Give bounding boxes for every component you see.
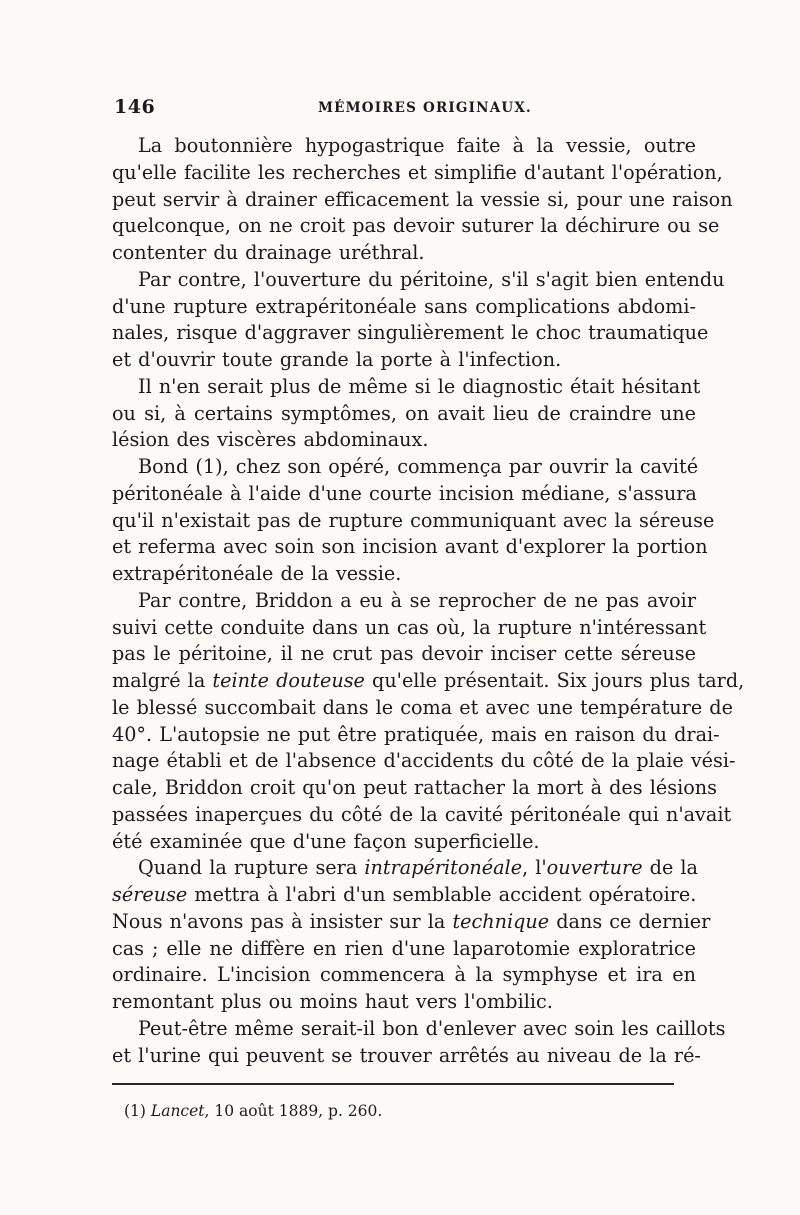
- text-line: cale, Briddon croit qu'on peut rattacher la mort à des lésions: [112, 776, 717, 799]
- text-line: nales, risque d'aggraver singulièrement le choc traumatique: [112, 321, 709, 345]
- text-line: Par contre, l'ouverture du péritoine, s'il s'agit bien entendu: [138, 267, 725, 291]
- footnote: [124, 1101, 382, 1121]
- text-run: de la: [649, 856, 698, 880]
- text-line: quelconque, on ne croit pas devoir suturer la déchirure ou se: [112, 214, 720, 238]
- text-line: et l'urine qui peuvent se trouver arrêtés au niveau de la ré-: [112, 1043, 701, 1067]
- text-line: 40°. L'autopsie ne put être pratiquée, mais en raison du drai-: [112, 722, 720, 746]
- text-line: et d'ouvrir toute grande la porte à l'infection.: [112, 348, 562, 371]
- text-line: peut servir à drainer efficacement la vessie si, pour une raison: [112, 187, 733, 211]
- text-line: contenter du drainage uréthral.: [112, 241, 425, 264]
- text-line: cas ; elle ne diffère en rien d'une laparotomie exploratrice: [112, 936, 696, 960]
- text-line: [112, 855, 696, 882]
- footnote-source: Lancet: [150, 1102, 205, 1120]
- text-line: ou si, à certains symptômes, on avait lieu de craindre une: [112, 401, 696, 425]
- text-line: Peut-être même serait-il bon d'enlever avec soin les caillots: [138, 1016, 726, 1040]
- text-line: Il n'en serait plus de même si le diagnostic était hésitant: [138, 374, 701, 398]
- text-run: , l': [522, 856, 547, 880]
- text-line: [112, 668, 745, 695]
- text-run: qu'elle présentait. Six jours plus tard,: [372, 669, 745, 692]
- text-line: [112, 882, 696, 909]
- italic-phrase: ouverture: [546, 856, 643, 880]
- footnote-marker: (1): [124, 1102, 146, 1120]
- italic-phrase: séreuse: [112, 883, 188, 906]
- text-line: péritonéale à l'aide d'une courte incision médiane, s'assura: [112, 481, 697, 505]
- italic-phrase: technique: [452, 909, 550, 933]
- text-line: La boutonnière hypogastrique faite à la vessie, outre: [138, 134, 696, 157]
- text-run: malgré la: [112, 669, 206, 692]
- text-line: pas le péritoine, il ne crut pas devoir inciser cette séreuse: [112, 642, 696, 666]
- text-run: Nous n'avons pas à insister sur la: [112, 909, 446, 933]
- text-line: d'une rupture extrapéritonéale sans complications abdomi-: [112, 294, 696, 318]
- text-line: et referma avec soin son incision avant d'explorer la portion: [112, 535, 708, 559]
- footnote-rule: [112, 1083, 674, 1085]
- text-line: été examinée que d'une façon superficielle.: [112, 829, 540, 853]
- text-line: le blessé succombait dans le coma et avec une température de: [112, 695, 733, 719]
- text-line: extrapéritonéale de la vessie.: [112, 562, 402, 585]
- text-line: remontant plus ou moins haut vers l'ombilic.: [112, 990, 553, 1013]
- text-line: passées inaperçues du côté de la cavité péritonéale qui n'avait: [112, 802, 732, 826]
- italic-phrase: intrapéritonéale: [364, 856, 523, 880]
- italic-phrase: teinte douteuse: [212, 669, 365, 692]
- text-run: dans ce dernier: [556, 909, 711, 933]
- text-line: qu'elle facilite les recherches et simplifie d'autant l'opération,: [112, 160, 723, 184]
- text-line: ordinaire. L'incision commencera à la symphyse et ira en: [112, 963, 696, 987]
- text-line: [112, 909, 711, 936]
- text-line: Par contre, Briddon a eu à se reprocher de ne pas avoir: [138, 588, 696, 612]
- text-line: suivi cette conduite dans un cas où, la rupture n'intéressant: [112, 615, 707, 639]
- running-head: [114, 96, 694, 120]
- text-run: Quand la rupture sera: [138, 856, 358, 880]
- text-line: lésion des viscères abdominaux.: [112, 428, 429, 452]
- page-number: 146: [114, 96, 156, 118]
- text-line: nage établi et de l'absence d'accidents du côté de la plaie vési-: [112, 749, 736, 773]
- body-text: [112, 133, 745, 1069]
- running-title: MÉMOIRES ORIGINAUX.: [318, 100, 532, 116]
- footnote-details: , 10 août 1889, p. 260.: [204, 1102, 383, 1120]
- text-line: Bond (1), chez son opéré, commença par ouvrir la cavité: [138, 455, 699, 478]
- text-run: mettra à l'abri d'un semblable accident opératoire.: [194, 883, 697, 906]
- text-line: qu'il n'existait pas de rupture communiquant avec la séreuse: [112, 508, 715, 532]
